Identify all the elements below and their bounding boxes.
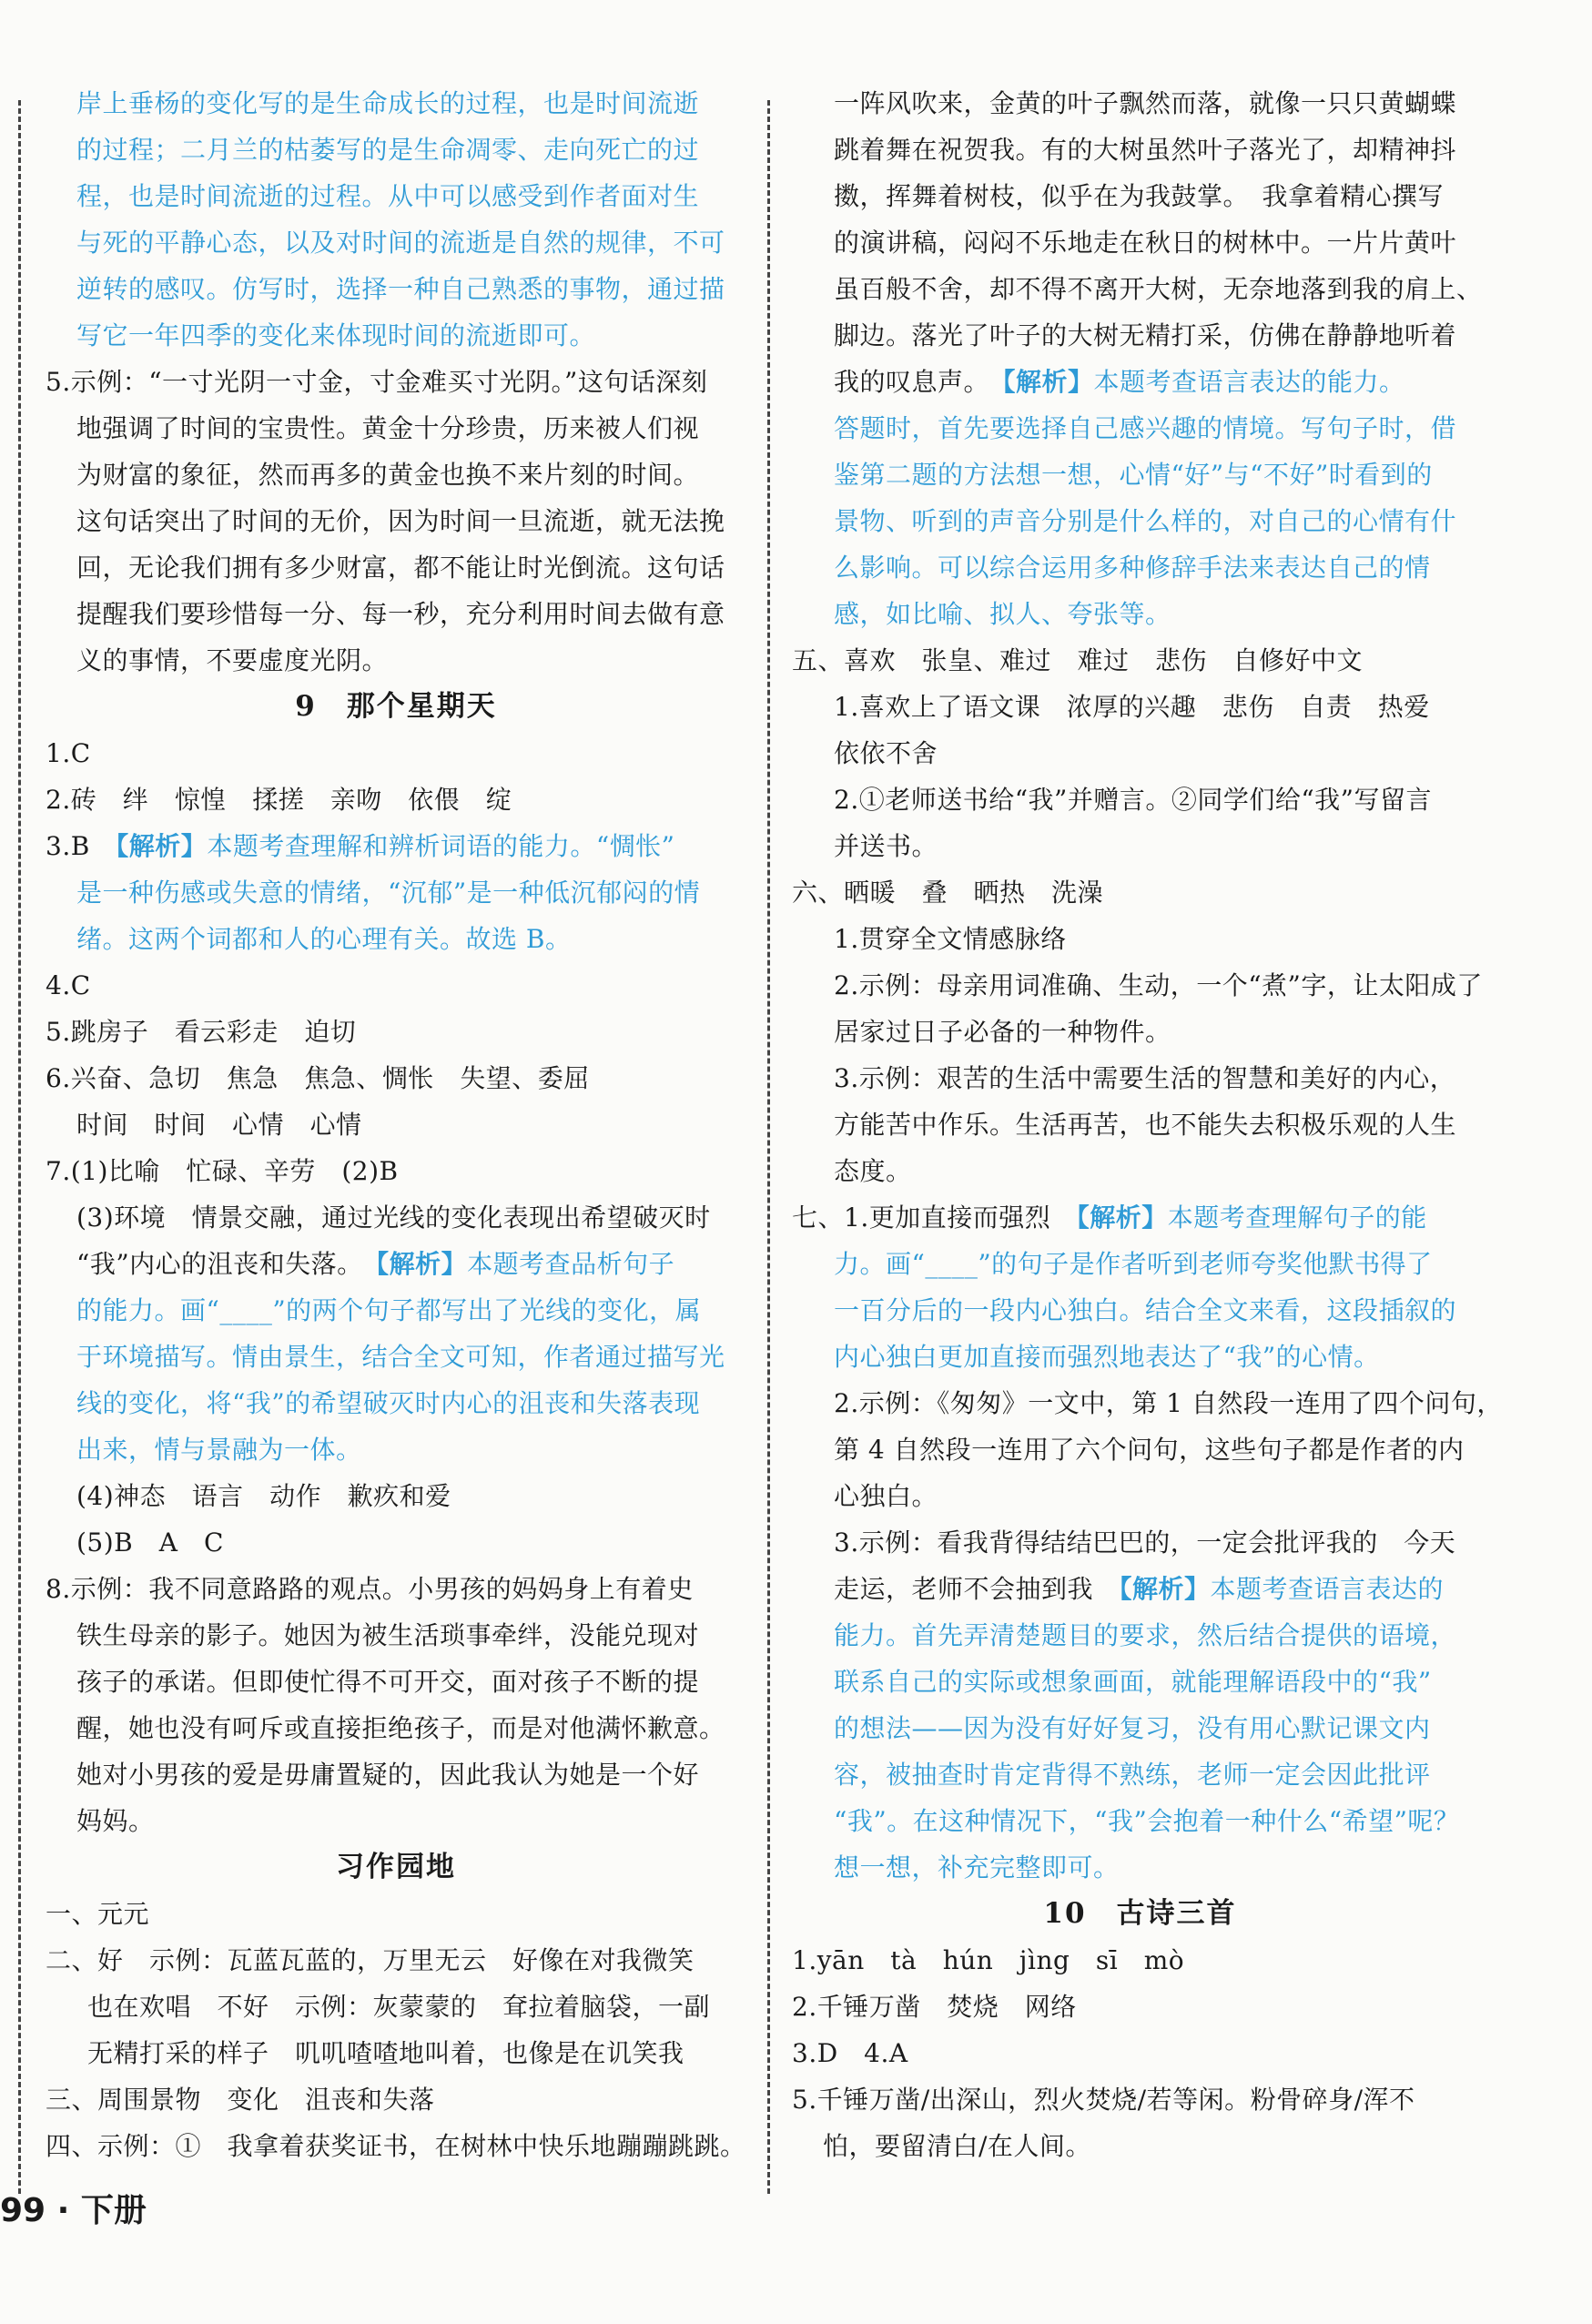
line-text: 这句话突出了时间的无价，因为时间一旦流逝，就无法挽 [76,506,725,536]
line-text: 是一种伤感或失意的情绪，“沉郁”是一种低沉郁闷的情 [76,878,701,908]
line-text: 写它一年四季的变化来体现时间的流逝即可。 [76,320,596,350]
right-column [792,80,1503,2169]
analysis-text: 本题考查品析句子 [467,1249,675,1279]
left-column [46,80,746,2169]
line-text: 并送书。 [834,831,938,861]
text-line [46,776,746,823]
analysis-text: 本题考查理解和辨析词语的能力。“惆怅” [207,831,675,861]
text-line [792,1426,1488,1473]
text-line [792,869,1488,916]
line-text: 3.B [46,831,90,861]
text-line [46,1194,746,1241]
text-line [792,1751,1488,1798]
text-line [46,359,746,405]
line-text: 1.贯穿全文情感脉络 [834,924,1067,954]
line-text: 3.D 4.A [792,2038,908,2068]
text-line [792,1241,1488,1287]
line-text: 走运，老师不会抽到我 [834,1574,1094,1604]
line-text: 联系自己的实际或想象画面，就能理解语段中的“我” [834,1667,1432,1697]
line-text: 1.C [46,738,91,768]
line-text: 无精打采的样子 叽叽喳喳地叫着，也像是在讥笑我 [87,2038,684,2068]
text-line [46,1380,746,1426]
line-text: 景物、听到的声音分别是什么样的，对自己的心情有什 [834,506,1457,536]
text-line [46,312,746,359]
text-line [46,1984,746,2030]
text-line [792,1009,1488,1055]
line-text: 虽百般不舍，却不得不离开大树，无奈地落到我的肩上、 [834,274,1483,304]
analysis-tag: 【解析】 [350,1249,468,1279]
text-line [46,1659,746,1705]
text-line [46,1287,746,1334]
text-line [46,452,746,498]
analysis-tag: 【解析】 [977,367,1094,397]
line-text: 岸上垂杨的变化写的是生命成长的过程，也是时间流逝 [76,88,700,118]
text-line [46,173,746,219]
text-line [792,776,1488,823]
text-line [792,1984,1488,2030]
text-line [46,823,746,869]
line-text: 依依不舍 [834,738,938,768]
text-line [46,730,746,776]
left-margin-rule [18,100,21,2194]
text-line [792,405,1488,452]
line-text: 6.兴奋、急切 焦急 焦急、惆怅 失望、委屈 [46,1063,590,1093]
line-text: 心独白。 [834,1481,938,1511]
text-line [46,127,746,173]
analysis-text: 本题考查语言表达的能力。 [1093,367,1405,397]
line-text: 五、喜欢 张皇、难过 难过 悲伤 自修好中文 [792,645,1364,675]
line-text: 5.千锤万凿/出深山，烈火焚烧/若等闲。粉骨碎身/浑不 [792,2085,1415,2115]
text-line [792,1566,1488,1612]
text-line [46,1612,746,1659]
text-line [792,1334,1488,1380]
line-text: 绪。这两个词都和人的心理有关。故选 B。 [76,924,572,954]
line-text: 么影响。可以综合运用多种修辞手法来表达自己的情 [834,553,1431,583]
text-line [46,1751,746,1798]
analysis-tag: 【解析】 [1050,1203,1168,1233]
text-line [792,1101,1488,1148]
text-line [46,1241,746,1287]
text-line [46,1891,746,1937]
text-line [46,1798,746,1844]
text-line [792,2076,1488,2123]
line-text: 一阵风吹来，金黄的叶子飘然而落，就像一只只黄蝴蝶 [834,88,1457,118]
line-text: 怕，要留清白/在人间。 [823,2131,1091,2161]
text-line [46,1705,746,1751]
line-text: (4)神态 语言 动作 歉疚和爱 [76,1481,451,1511]
text-line [792,266,1488,312]
section-heading: 习作园地 [336,1851,456,1883]
text-line [792,1659,1488,1705]
text-line [46,916,746,962]
text-line [46,591,746,637]
text-line [792,1380,1503,1426]
line-text: 妈妈。 [76,1806,155,1836]
text-line [46,1566,746,1612]
text-line [792,452,1488,498]
text-line [792,219,1488,266]
text-line [46,544,746,591]
line-text: 也在欢唱 不好 示例：灰蒙蒙的 耷拉着脑袋，一副 [87,1992,711,2022]
line-text: 2.①老师送书给“我”并赠言。②同学们给“我”写留言 [834,785,1432,815]
text-line [46,1055,746,1101]
text-line [46,1426,746,1473]
section-heading: 10 古诗三首 [1043,1897,1237,1930]
line-text: 一百分后的一段内心独白。结合全文来看，这段插叙的 [834,1295,1457,1325]
line-text: 我的叹息声。 [834,367,978,397]
text-line [46,1519,746,1566]
text-line [46,219,746,266]
line-text: 2.千锤万凿 焚烧 网络 [792,1992,1077,2022]
page-footer: 99 · 下册 [0,2192,147,2229]
analysis-text: 本题考查理解句子的能 [1167,1203,1427,1233]
text-line [792,312,1488,359]
text-line [46,80,746,127]
text-line [792,80,1488,127]
text-line [792,823,1488,869]
text-line [46,962,746,1009]
line-text: 1.喜欢上了语文课 浓厚的兴趣 悲伤 自责 热爱 [834,692,1430,722]
line-text: 7.(1)比喻 忙碌、辛劳 (2)B [46,1156,399,1186]
line-text: 线的变化，将“我”的希望破灭时内心的沮丧和失落表现 [76,1388,701,1418]
line-text: 的过程；二月兰的枯萎写的是生命凋零、走向死亡的过 [76,135,700,165]
line-text: 2.示例：《匆匆》一文中，第 1 自然段一连用了四个问句， [834,1388,1503,1418]
line-text: 2.示例：母亲用词准确、生动，一个“煮”字，让太阳成了 [834,970,1483,1000]
line-text: 义的事情，不要虚度光阴。 [76,645,389,675]
line-text: 态度。 [834,1156,912,1186]
text-line [792,1148,1488,1194]
text-line [792,591,1488,637]
text-line [46,1009,746,1055]
line-text: “我”内心的沮丧和失落。 [76,1249,350,1279]
line-text: 时间 时间 心情 心情 [76,1110,362,1140]
line-text: 一、元元 [46,1899,150,1929]
text-line [792,498,1488,544]
section-heading: 9 那个星期天 [295,690,497,723]
line-text: 逆转的感叹。仿写时，选择一种自己熟悉的事物，通过描 [76,274,725,304]
line-text: 的能力。画“____”的两个句子都写出了光线的变化，属 [76,1295,702,1325]
text-line [792,173,1488,219]
line-text: 为财富的象征，然而再多的黄金也换不来片刻的时间。 [76,460,700,490]
text-line [792,2030,1488,2076]
text-line [792,1705,1488,1751]
text-line [792,1473,1488,1519]
text-line [46,405,746,452]
text-line [792,1798,1488,1844]
line-text: 六、晒暖 叠 晒热 洗澡 [792,878,1104,908]
line-text: 她对小男孩的爱是毋庸置疑的，因此我认为她是一个好 [76,1760,700,1790]
line-text: 8.示例：我不同意路路的观点。小男孩的妈妈身上有着史 [46,1574,694,1604]
line-text: 的演讲稿，闷闷不乐地走在秋日的树林中。一片片黄叶 [834,228,1457,258]
text-line [46,1473,746,1519]
line-text: 答题时，首先要选择自己感兴趣的情境。写句子时，借 [834,413,1457,443]
line-text: 七、1.更加直接而强烈 [792,1203,1051,1233]
text-line [46,637,746,684]
line-text: 第 4 自然段一连用了六个问句，这些句子都是作者的内 [834,1435,1465,1465]
line-text: 脚边。落光了叶子的大树无精打采，仿佛在静静地听着 [834,320,1457,350]
line-text: 5.跳房子 看云彩走 迫切 [46,1017,357,1047]
line-text: 于环境描写。情由景生，结合全文可知，作者通过描写光 [76,1342,725,1372]
text-line [792,544,1488,591]
line-text: 擞，挥舞着树枝，似乎在为我鼓掌。 我拿着精心撰写 [834,181,1445,211]
text-line [792,684,1488,730]
text-line [46,2123,746,2169]
text-line [792,2123,1488,2169]
line-text: 铁生母亲的影子。她因为被生活琐事牵绊，没能兑现对 [76,1620,700,1650]
text-line [792,1612,1488,1659]
text-line [792,1287,1488,1334]
text-line [792,359,1488,405]
line-text: 提醒我们要珍惜每一分、每一秒，充分利用时间去做有意 [76,599,725,629]
text-line [792,127,1488,173]
text-line [46,498,746,544]
text-line [792,1844,1488,1891]
column-divider [767,100,770,2194]
line-text: 跳着舞在祝贺我。有的大树虽然叶子落光了，却精神抖 [834,135,1457,165]
line-text: 地强调了时间的宝贵性。黄金十分珍贵，历来被人们视 [76,413,700,443]
line-text: 的想法——因为没有好好复习，没有用心默记课文内 [834,1713,1431,1743]
line-text: 容，被抽查时肯定背得不熟练，老师一定会因此批评 [834,1760,1431,1790]
line-text: 与死的平静心态，以及对时间的流逝是自然的规律，不可 [76,228,725,258]
line-text: 内心独白更加直接而强烈地表达了“我”的心情。 [834,1342,1380,1372]
analysis-tag: 【解析】 [89,831,208,861]
text-line [46,1334,746,1380]
line-text: (3)环境 情景交融，通过光线的变化表现出希望破灭时 [76,1203,711,1233]
line-text: 想一想，补充完整即可。 [834,1852,1120,1883]
text-line [46,1101,746,1148]
text-line [46,869,746,916]
text-line [792,1194,1488,1241]
text-line [792,916,1488,962]
line-text: 2.砖 绊 惊惶 揉搓 亲吻 依偎 绽 [46,785,512,815]
line-text: 出来，情与景融为一体。 [76,1435,362,1465]
analysis-text: 本题考查语言表达的 [1210,1574,1445,1604]
analysis-tag: 【解析】 [1093,1574,1211,1604]
line-text: 居家过日子必备的一种物件。 [834,1017,1171,1047]
text-line [792,962,1488,1009]
line-text: “我”。在这种情况下，“我”会抱着一种什么“希望”呢？ [834,1806,1460,1836]
line-text: 程，也是时间流逝的过程。从中可以感受到作者面对生 [76,181,700,211]
line-text: 回，无论我们拥有多少财富，都不能让时光倒流。这句话 [76,553,725,583]
line-text: 二、好 示例：瓦蓝瓦蓝的，万里无云 好像在对我微笑 [46,1945,695,1975]
line-text: 能力。首先弄清楚题目的要求，然后结合提供的语境， [834,1620,1457,1650]
text-line [46,2076,746,2123]
line-text: 5.示例：“一寸光阴一寸金，寸金难买寸光阴。”这句话深刻 [46,367,708,397]
text-line [46,1148,746,1194]
text-line [46,2030,746,2076]
line-text: (5)B A C [76,1527,224,1558]
line-text: 感，如比喻、拟人、夸张等。 [834,599,1171,629]
line-text: 力。画“____”的句子是作者听到老师夸奖他默书得了 [834,1249,1433,1279]
line-text: 4.C [46,970,91,1000]
text-line [792,730,1488,776]
line-text: 醒，她也没有呵斥或直接拒绝孩子，而是对他满怀歉意。 [76,1713,725,1743]
text-line [792,1055,1488,1101]
text-line [46,1937,746,1984]
line-text: 3.示例：艰苦的生活中需要生活的智慧和美好的内心， [834,1063,1456,1093]
line-text: 3.示例：看我背得结结巴巴的，一定会批评我的 今天 [834,1527,1456,1558]
line-text: 方能苦中作乐。生活再苦，也不能失去积极乐观的人生 [834,1110,1457,1140]
line-text: 鉴第二题的方法想一想，心情“好”与“不好”时看到的 [834,460,1433,490]
text-line [46,266,746,312]
line-text: 三、周围景物 变化 沮丧和失落 [46,2085,435,2115]
line-text: 1.yān tà hún jìng sī mò [792,1945,1185,1975]
text-line [792,637,1488,684]
text-line [792,1519,1488,1566]
line-text: 四、示例：① 我拿着获奖证书，在树林中快乐地蹦蹦跳跳。 [46,2131,746,2161]
line-text: 孩子的承诺。但即使忙得不可开交，面对孩子不断的提 [76,1667,700,1697]
text-line [792,1937,1488,1984]
